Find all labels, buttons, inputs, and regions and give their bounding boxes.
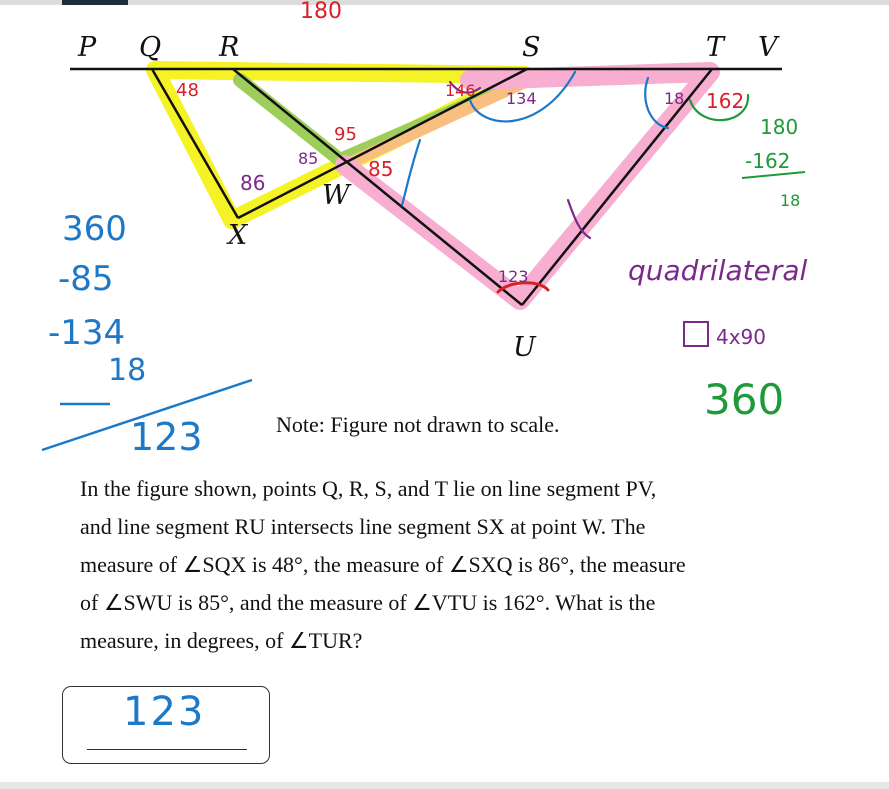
annotation-right-360: 360 bbox=[704, 375, 785, 424]
point-label-r: R bbox=[219, 32, 240, 63]
annotation-angle-162: 162 bbox=[706, 89, 745, 113]
figure-note: Note: Figure not drawn to scale. bbox=[276, 412, 560, 437]
question-line: In the figure shown, points Q, R, S, and T lie on line segment PV, bbox=[80, 476, 657, 501]
point-label-s: S bbox=[522, 32, 541, 63]
annotation-angle-48: 48 bbox=[176, 80, 199, 101]
answer-box[interactable] bbox=[62, 686, 270, 764]
annotation-left-minus-134: -134 bbox=[48, 313, 126, 353]
point-label-w: W bbox=[322, 180, 350, 211]
question-line: measure of ∠SQX is 48°, the measure of ∠SXQ is 86°, the measure bbox=[80, 552, 686, 577]
point-label-v: V bbox=[758, 32, 778, 63]
bottom-bar bbox=[0, 782, 889, 789]
annotation-square-icon bbox=[684, 322, 708, 346]
annotation-180: 180 bbox=[760, 115, 799, 139]
question-text bbox=[80, 470, 820, 660]
annotation-angle-86: 86 bbox=[240, 171, 266, 195]
annotation-left-minus-85: -85 bbox=[58, 259, 114, 299]
question-line: and line segment RU intersects line segment SX at point W. The bbox=[80, 514, 646, 539]
point-label-u: U bbox=[513, 332, 536, 363]
point-label-q: Q bbox=[139, 32, 162, 63]
annotation-18: 18 bbox=[780, 191, 801, 210]
question-line: measure, in degrees, of ∠TUR? bbox=[80, 628, 363, 653]
annotation-angle-18: 18 bbox=[664, 89, 685, 108]
arc-w-blue bbox=[402, 140, 420, 205]
annotation-angle-85-right: 85 bbox=[368, 157, 394, 181]
annotation-angle-95: 95 bbox=[334, 124, 357, 145]
point-label-p: P bbox=[78, 32, 97, 63]
point-label-x: X bbox=[228, 220, 248, 251]
annotation-angle-146: 146 bbox=[445, 81, 476, 100]
answer-underline bbox=[87, 749, 247, 750]
annotation-quadrilateral: quadrilateral bbox=[628, 254, 808, 287]
annotation-angle-85-left: 85 bbox=[298, 149, 319, 168]
orange-highlight bbox=[345, 82, 525, 165]
annotation-top-180: 180 bbox=[300, 0, 342, 24]
annotation-left-18: 18 bbox=[108, 353, 147, 388]
annotation-4x90: 4x90 bbox=[716, 325, 767, 349]
annotation-left-123: 123 bbox=[130, 415, 203, 459]
point-label-t: T bbox=[706, 32, 725, 63]
annotation-minus-162: -162 bbox=[745, 149, 791, 173]
question-line: of ∠SWU is 85°, and the measure of ∠VTU is 162°. What is the bbox=[80, 590, 656, 615]
annotation-angle-123: 123 bbox=[498, 267, 529, 286]
annotation-left-360: 360 bbox=[62, 209, 127, 249]
highlighter-layer bbox=[155, 70, 710, 300]
answer-value: 123 bbox=[123, 689, 206, 735]
annotation-angle-134: 134 bbox=[506, 89, 537, 108]
